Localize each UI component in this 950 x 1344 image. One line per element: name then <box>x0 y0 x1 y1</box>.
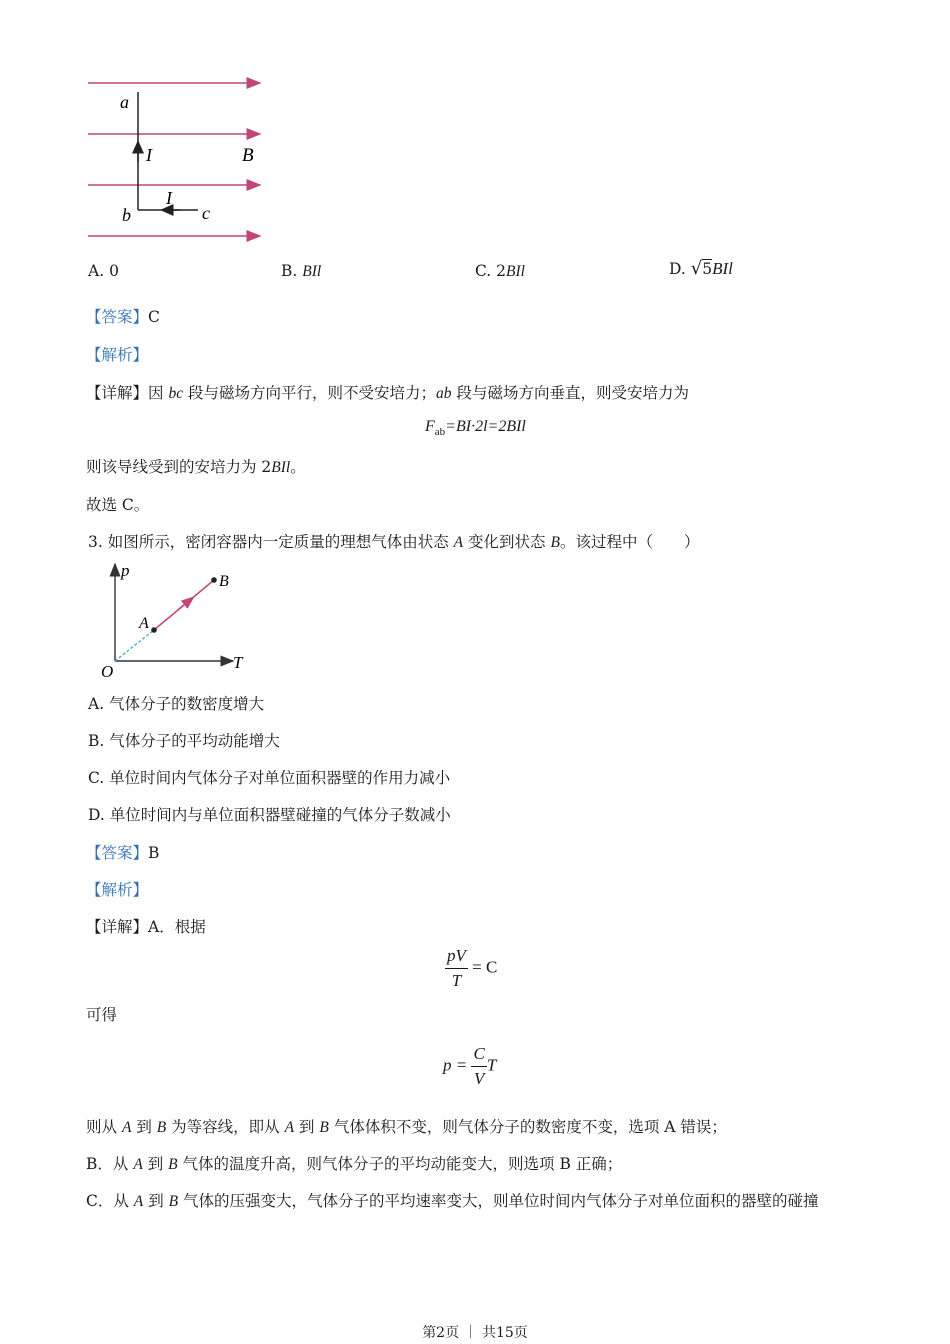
q3-analysis-tag: 【解析】 <box>86 881 149 899</box>
label-B: B <box>242 145 254 166</box>
label-A: A <box>139 615 149 632</box>
q3-stem: 3. 如图所示，密闭容器内一定质量的理想气体由状态 A 变化到状态 B。该过程中（ ） <box>88 533 700 551</box>
label-O: O <box>101 662 114 681</box>
q3-option-d: D. 单位时间内与单位面积器壁碰撞的气体分子数减小 <box>88 806 451 824</box>
option-a: A. 0 <box>88 262 119 280</box>
option-c: C. 2BIl <box>475 262 525 280</box>
q2-detail: 【详解】因 bc 段与磁场方向平行，则不受安培力；ab 段与磁场方向垂直，则受安培力为 <box>86 384 689 402</box>
option-d: D. √5BIl <box>669 258 733 279</box>
label-c: c <box>202 203 210 223</box>
extension-dashed <box>115 630 154 661</box>
q3-answer: 【答案】B <box>86 844 160 862</box>
q3-option-b: B. 气体分子的平均动能增大 <box>88 732 280 750</box>
option-b: B. BIl <box>281 262 322 280</box>
p-t-diagram <box>95 558 255 683</box>
q3-explain-line-1: 则从 A 到 B 为等容线，即从 A 到 B 气体体积不变，则气体分子的数密度不变，选项 A 错误； <box>86 1118 727 1136</box>
q2-answer: 【答案】C <box>86 308 160 326</box>
equation-ideal-gas: $\frac{pV}{T}$ = C <box>447 946 498 990</box>
label-B: B <box>219 573 229 590</box>
point-b <box>211 577 217 583</box>
page-footer: 第2页 ｜ 共15页 <box>422 1325 528 1341</box>
q2-choice: 故选 C。 <box>86 496 150 514</box>
q3-option-c: C. 单位时间内气体分子对单位面积器壁的作用力减小 <box>88 769 451 787</box>
q3-kede: 可得 <box>86 1006 118 1024</box>
label-T: T <box>233 653 243 672</box>
label-I-horizontal: I <box>166 188 172 208</box>
equation-p-of-t: p = $\frac{C}{V}$ T <box>443 1044 497 1088</box>
process-arrow <box>179 600 190 609</box>
label-b: b <box>122 205 131 225</box>
q2-formula: $F_{ab}=BI\cdot 2l=2BIl$ <box>425 418 526 439</box>
q2-conclusion: 则该导线受到的安培力为 2BIl。 <box>86 458 306 476</box>
magnetic-field-figure <box>80 70 280 250</box>
label-I-vertical: I <box>146 145 152 165</box>
q3-explain-line-2: B．从 A 到 B 气体的温度升高，则气体分子的平均动能变大，则选项 B 正确； <box>86 1155 623 1173</box>
label-p: p <box>121 561 130 580</box>
label-a: a <box>120 92 129 112</box>
point-a <box>151 627 157 633</box>
q2-analysis-tag: 【解析】 <box>86 346 149 364</box>
q3-explain-line-3: C．从 A 到 B 气体的压强变大，气体分子的平均速率变大，则单位时间内气体分子对单位面积的器壁的碰撞 <box>86 1192 819 1210</box>
q3-option-a: A. 气体分子的数密度增大 <box>88 695 265 713</box>
q3-detail: 【详解】A．根据 <box>86 918 206 936</box>
